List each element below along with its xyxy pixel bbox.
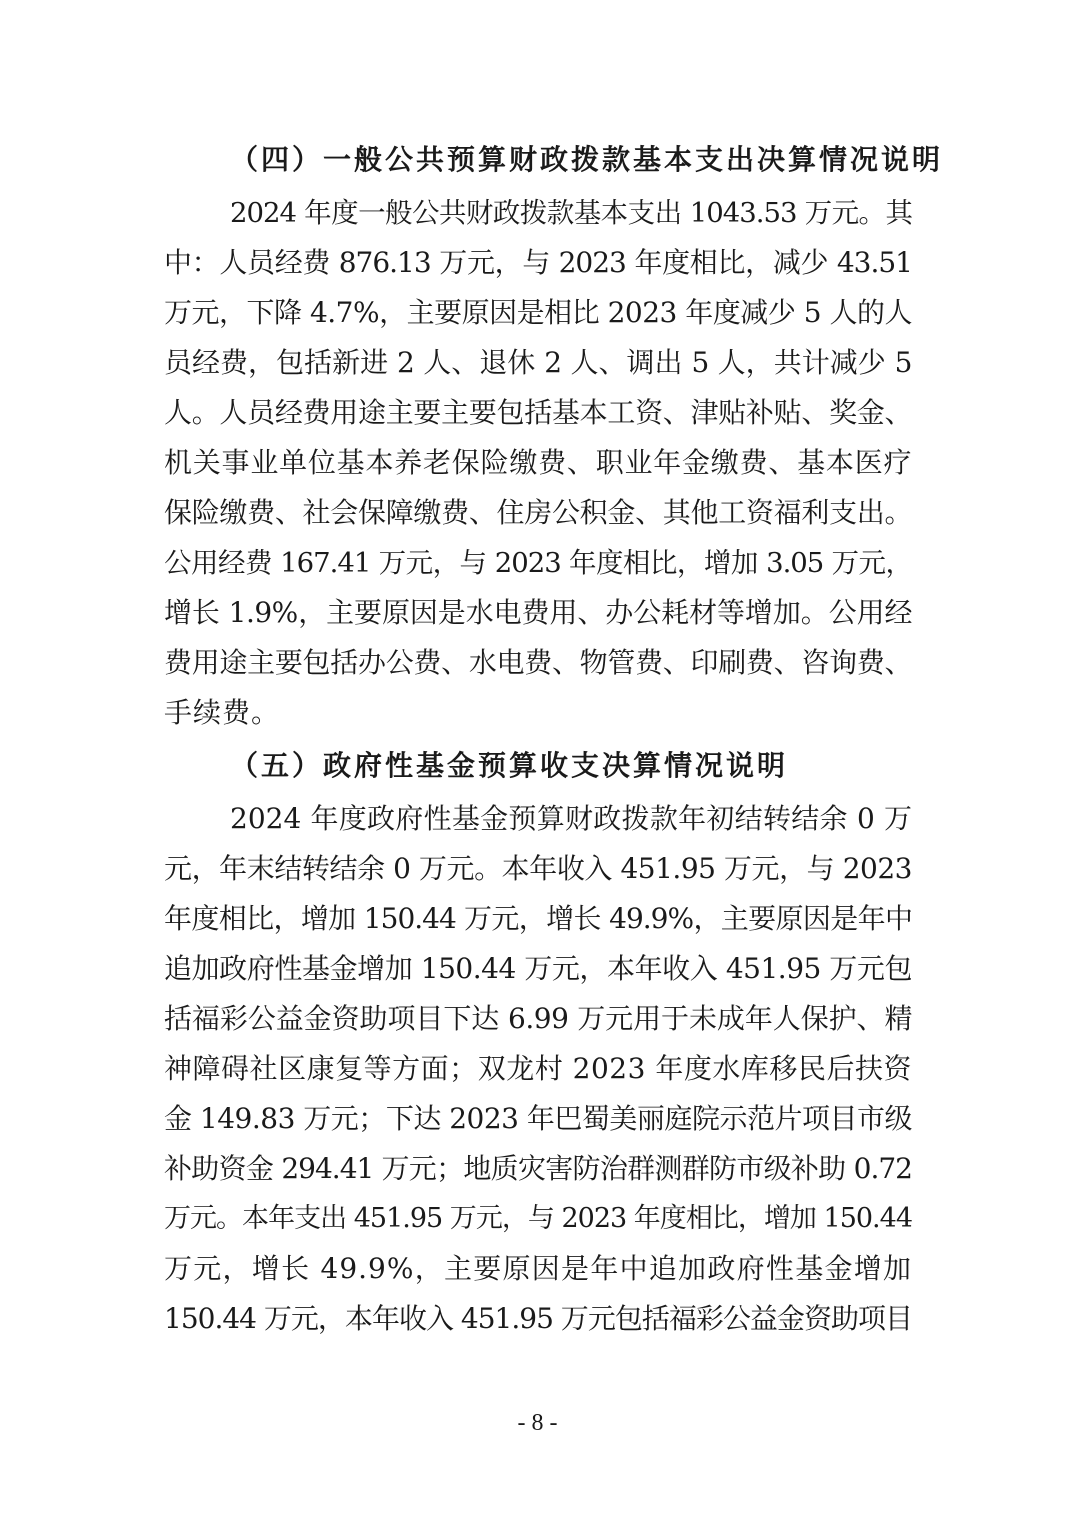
paragraph-line: 追加政府性基金增加 150.44 万元，本年收入 451.95 万元包 bbox=[164, 952, 912, 985]
paragraph-line: 括福彩公益金资助项目下达 6.99 万元用于未成年人保护、精 bbox=[164, 1002, 912, 1035]
paragraph-line: 增长 1.9%，主要原因是水电费用、办公耗材等增加。公用经 bbox=[164, 596, 912, 629]
section-4-heading: （四）一般公共预算财政拨款基本支出决算情况说明 bbox=[230, 143, 944, 176]
paragraph-line: 人。人员经费用途主要主要包括基本工资、津贴补贴、奖金、 bbox=[164, 396, 912, 429]
paragraph-line: 2024 年度政府性基金预算财政拨款年初结转结余 0 万 bbox=[230, 802, 912, 835]
paragraph-line: 元，年末结转结余 0 万元。本年收入 451.95 万元，与 2023 bbox=[164, 852, 912, 885]
paragraph-line: 费用途主要包括办公费、水电费、物管费、印刷费、咨询费、 bbox=[164, 646, 912, 679]
paragraph-line: 2024 年度一般公共财政拨款基本支出 1043.53 万元。其 bbox=[230, 197, 912, 229]
section-5-heading: （五）政府性基金预算收支决算情况说明 bbox=[230, 749, 789, 782]
paragraph-line: 手续费。 bbox=[164, 696, 281, 729]
paragraph-line: 万元，下降 4.7%，主要原因是相比 2023 年度减少 5 人的人 bbox=[164, 296, 912, 329]
paragraph-line: 万元，增长 49.9%，主要原因是年中追加政府性基金增加 bbox=[164, 1252, 912, 1285]
paragraph-line: 机关事业单位基本养老保险缴费、职业年金缴费、基本医疗 bbox=[164, 446, 912, 479]
paragraph-line: 150.44 万元，本年收入 451.95 万元包括福彩公益金资助项目 bbox=[164, 1302, 912, 1335]
paragraph-line: 保险缴费、社会保障缴费、住房公积金、其他工资福利支出。 bbox=[164, 496, 912, 529]
paragraph-line: 年度相比，增加 150.44 万元，增长 49.9%，主要原因是年中 bbox=[164, 902, 912, 935]
paragraph-line: 中：人员经费 876.13 万元，与 2023 年度相比，减少 43.51 bbox=[164, 246, 912, 279]
paragraph-line: 神障碍社区康复等方面；双龙村 2023 年度水库移民后扶资 bbox=[164, 1052, 912, 1085]
paragraph-line: 金 149.83 万元；下达 2023 年巴蜀美丽庭院示范片项目市级 bbox=[164, 1102, 912, 1135]
page-number: - 8 - bbox=[517, 1410, 558, 1436]
paragraph-line: 补助资金 294.41 万元；地质灾害防治群测群防市级补助 0.72 bbox=[164, 1152, 912, 1185]
paragraph-line: 公用经费 167.41 万元，与 2023 年度相比，增加 3.05 万元， bbox=[164, 547, 912, 579]
paragraph-line: 万元。本年支出 451.95 万元，与 2023 年度相比，增加 150.44 bbox=[164, 1203, 912, 1234]
paragraph-line: 员经费，包括新进 2 人、退休 2 人、调出 5 人，共计减少 5 bbox=[164, 346, 912, 379]
